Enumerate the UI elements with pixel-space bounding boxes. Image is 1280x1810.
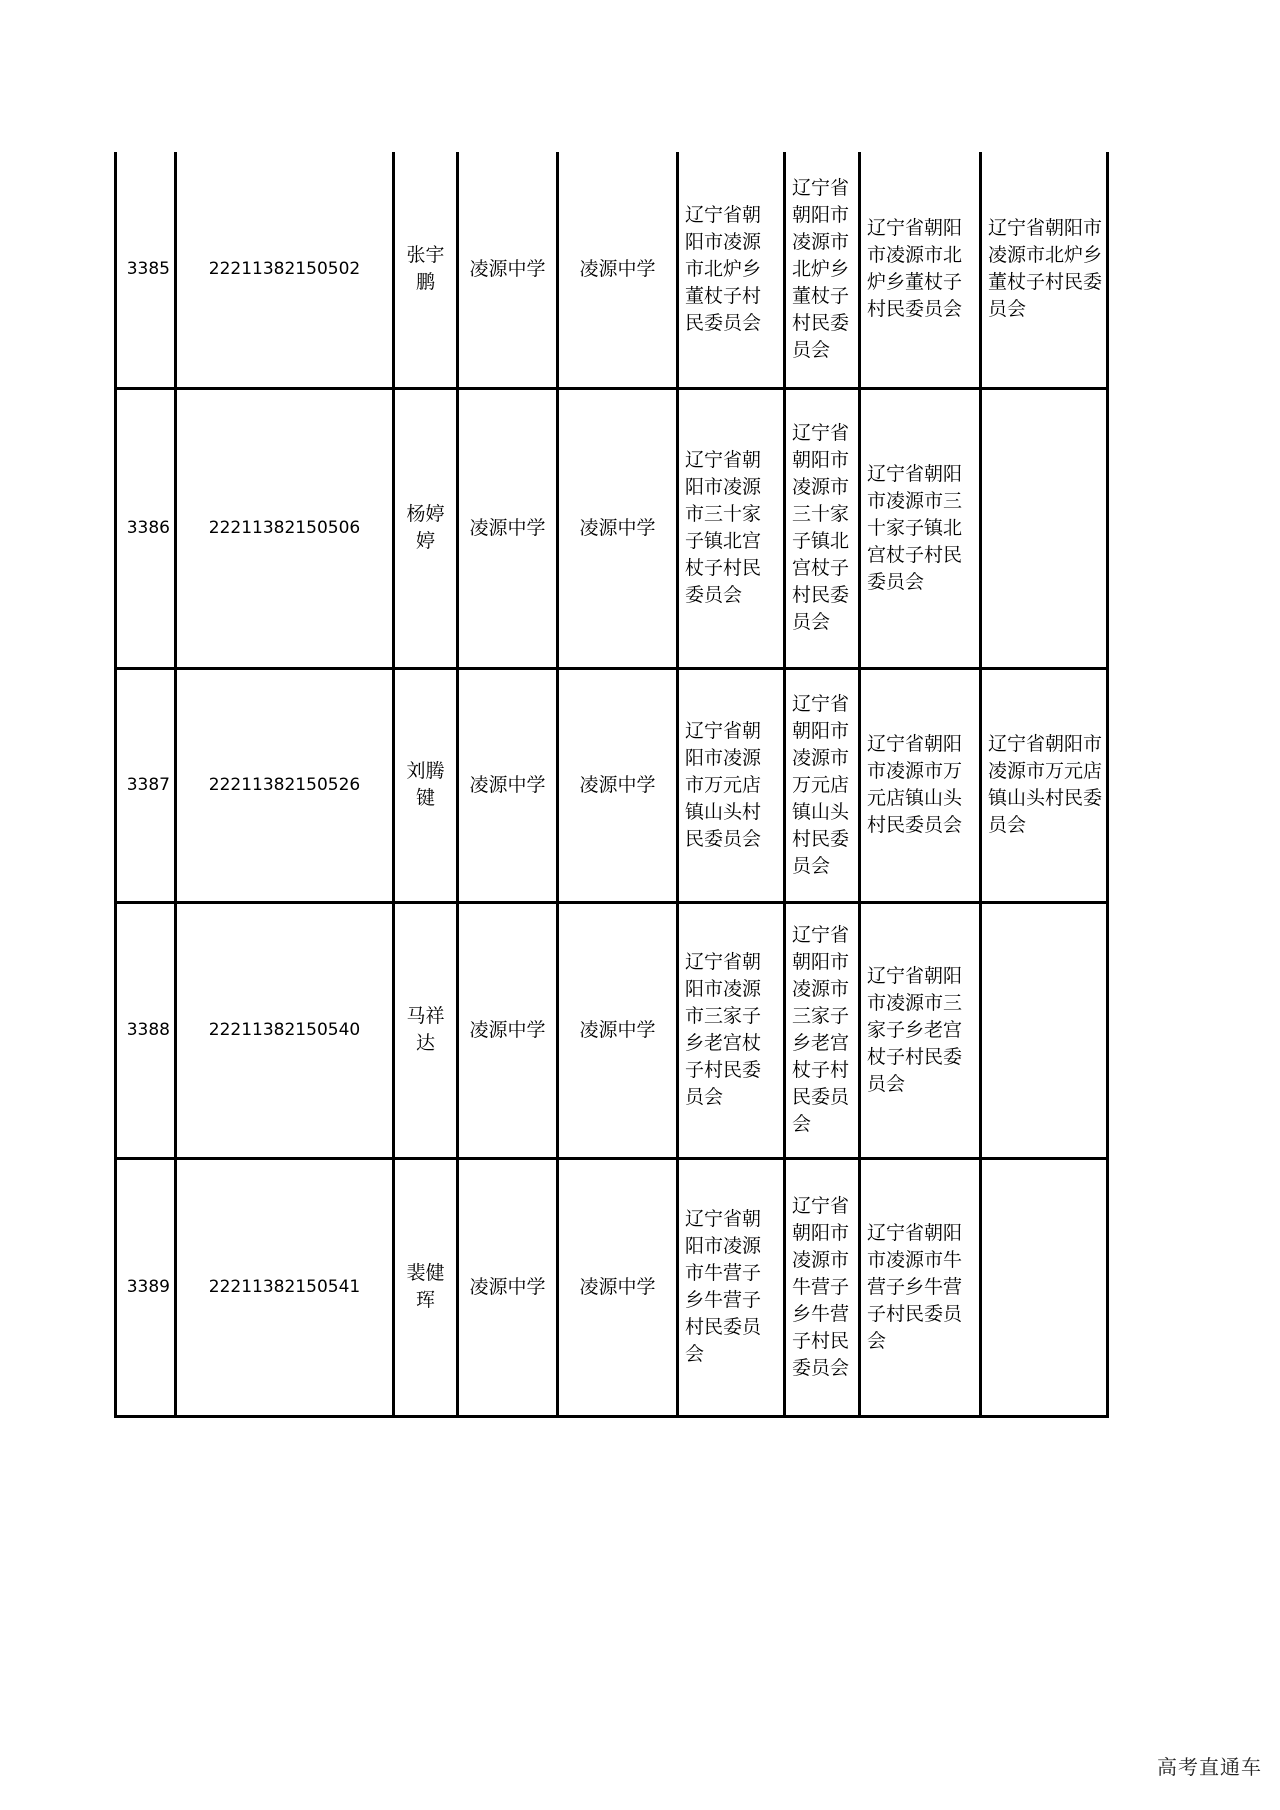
seq-cell: 3387 bbox=[116, 668, 176, 902]
name-cell: 裴健珲 bbox=[394, 1158, 458, 1416]
address-cell-2: 辽宁省朝阳市凌源市万元店镇山头村民委员会 bbox=[785, 668, 860, 902]
table-row bbox=[116, 668, 1108, 902]
name-cell: 马祥达 bbox=[394, 902, 458, 1158]
id-cell: 22211382150540 bbox=[176, 902, 394, 1158]
school-cell: 凌源中学 bbox=[458, 152, 558, 388]
table-row bbox=[116, 388, 1108, 668]
address-cell-3: 辽宁省朝阳市凌源市北炉乡董杖子村民委员会 bbox=[860, 152, 981, 388]
table-row bbox=[116, 1158, 1108, 1416]
seq-cell: 3388 bbox=[116, 902, 176, 1158]
seq-cell: 3389 bbox=[116, 1158, 176, 1416]
seq-cell: 3385 bbox=[116, 152, 176, 388]
address-cell-1: 辽宁省朝阳市凌源市三家子乡老宫杖子村民委员会 bbox=[678, 902, 785, 1158]
address-cell-1: 辽宁省朝阳市凌源市牛营子乡牛营子村民委员会 bbox=[678, 1158, 785, 1416]
name-cell: 刘腾键 bbox=[394, 668, 458, 902]
address-cell-2: 辽宁省朝阳市凌源市三家子乡老宫杖子村民委员会 bbox=[785, 902, 860, 1158]
school-cell: 凌源中学 bbox=[458, 388, 558, 668]
name-cell: 杨婷婷 bbox=[394, 388, 458, 668]
address-cell-4: 辽宁省朝阳市凌源市北炉乡董杖子村民委员会 bbox=[981, 152, 1108, 388]
address-cell-4 bbox=[981, 388, 1108, 668]
school-cell: 凌源中学 bbox=[458, 902, 558, 1158]
school2-cell: 凌源中学 bbox=[558, 388, 678, 668]
address-cell-3: 辽宁省朝阳市凌源市万元店镇山头村民委员会 bbox=[860, 668, 981, 902]
address-cell-1: 辽宁省朝阳市凌源市万元店镇山头村民委员会 bbox=[678, 668, 785, 902]
name-cell: 张宇鹏 bbox=[394, 152, 458, 388]
address-cell-4 bbox=[981, 1158, 1108, 1416]
address-cell-4: 辽宁省朝阳市凌源市万元店镇山头村民委员会 bbox=[981, 668, 1108, 902]
school-cell: 凌源中学 bbox=[458, 1158, 558, 1416]
address-cell-2: 辽宁省朝阳市凌源市三十家子镇北宫杖子村民委员会 bbox=[785, 388, 860, 668]
id-cell: 22211382150541 bbox=[176, 1158, 394, 1416]
address-cell-2: 辽宁省朝阳市凌源市北炉乡董杖子村民委员会 bbox=[785, 152, 860, 388]
address-cell-4 bbox=[981, 902, 1108, 1158]
id-cell: 22211382150502 bbox=[176, 152, 394, 388]
table-row bbox=[116, 902, 1108, 1158]
school2-cell: 凌源中学 bbox=[558, 902, 678, 1158]
school2-cell: 凌源中学 bbox=[558, 1158, 678, 1416]
address-cell-1: 辽宁省朝阳市凌源市北炉乡董杖子村民委员会 bbox=[678, 152, 785, 388]
address-cell-1: 辽宁省朝阳市凌源市三十家子镇北宫杖子村民委员会 bbox=[678, 388, 785, 668]
school2-cell: 凌源中学 bbox=[558, 152, 678, 388]
id-cell: 22211382150526 bbox=[176, 668, 394, 902]
watermark-text: 高考直通车 bbox=[1157, 1755, 1262, 1779]
address-cell-2: 辽宁省朝阳市凌源市牛营子乡牛营子村民委员会 bbox=[785, 1158, 860, 1416]
address-cell-3: 辽宁省朝阳市凌源市牛营子乡牛营子村民委员会 bbox=[860, 1158, 981, 1416]
address-cell-3: 辽宁省朝阳市凌源市三十家子镇北宫杖子村民委员会 bbox=[860, 388, 981, 668]
school-cell: 凌源中学 bbox=[458, 668, 558, 902]
id-cell: 22211382150506 bbox=[176, 388, 394, 668]
address-cell-3: 辽宁省朝阳市凌源市三家子乡老宫杖子村民委员会 bbox=[860, 902, 981, 1158]
roster-table bbox=[114, 152, 1109, 1418]
seq-cell: 3386 bbox=[116, 388, 176, 668]
table-row bbox=[116, 152, 1108, 388]
school2-cell: 凌源中学 bbox=[558, 668, 678, 902]
